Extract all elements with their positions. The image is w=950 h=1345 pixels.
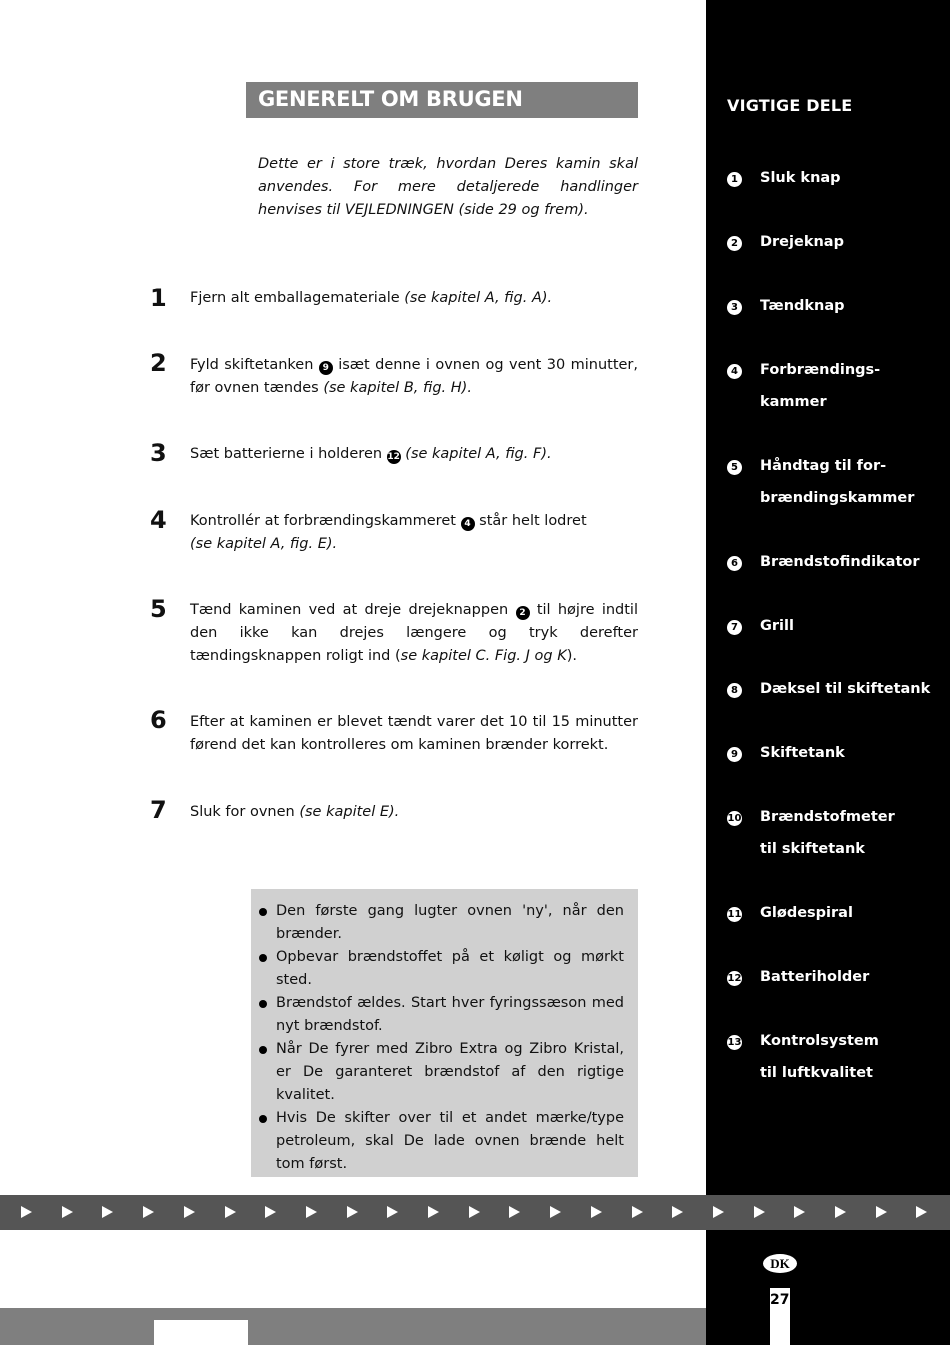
step-text: Fyld skiftetanken 9 isæt denne i ovnen og vent 30 minutter, før ovnen tændes (se kapitel B, fig. H). — [190, 357, 638, 396]
part-number: 7 — [727, 620, 742, 635]
part-label: Brændstofmeter til skiftetank — [760, 809, 895, 857]
arrow-icon — [672, 1206, 683, 1218]
part-label: Dæksel til skiftetank — [760, 681, 931, 697]
tips-box — [251, 889, 638, 1177]
part-number: 1 — [727, 172, 742, 187]
arrow-icon — [102, 1206, 113, 1218]
step-text: Sæt batterierne i holderen 12 (se kapitel A, fig. F). — [190, 446, 552, 462]
part-ref-badge: 2 — [516, 606, 530, 620]
arrow-icon — [509, 1206, 520, 1218]
step-number: 4 — [150, 506, 167, 534]
arrow-icon — [469, 1206, 480, 1218]
arrow-icon — [62, 1206, 73, 1218]
part-label: Tændknap — [760, 298, 845, 314]
part-label: Glødespiral — [760, 905, 853, 921]
arrow-icon — [225, 1206, 236, 1218]
part-number: 10 — [727, 813, 742, 824]
part-label: Brændstofindikator — [760, 554, 920, 570]
arrow-icon — [184, 1206, 195, 1218]
arrow-icon — [428, 1206, 439, 1218]
part-number: 13 — [727, 1037, 742, 1048]
arrow-icon — [387, 1206, 398, 1218]
step-number: 3 — [150, 439, 167, 467]
part-number: 11 — [727, 909, 742, 920]
part-label: Kontrolsystem til luftkvalitet — [760, 1033, 879, 1081]
page-title-bar — [246, 82, 638, 118]
part-label: Håndtag til for-brændingskammer — [760, 458, 915, 506]
tip-item: Den første gang lugter ovnen 'ny', når den brænder. — [259, 900, 624, 946]
arrow-icon — [21, 1206, 32, 1218]
step-text: Fjern alt emballagemateriale (se kapitel A, fig. A). — [190, 290, 553, 306]
bullet-icon — [259, 1000, 267, 1008]
arrow-icon — [632, 1206, 643, 1218]
arrow-icon — [713, 1206, 724, 1218]
part-number: 4 — [727, 364, 742, 379]
step-number: 5 — [150, 595, 167, 623]
step-text: Efter at kaminen er blevet tændt varer det 10 til 15 minutter førend det kan kontrolleres om kaminen brænder korrekt. — [190, 714, 638, 753]
tip-item: Opbevar brændstoffet på et køligt og mørkt sted. — [259, 946, 624, 992]
bullet-icon — [259, 1115, 267, 1123]
part-label: Grill — [760, 618, 794, 634]
step-text: Kontrollér at forbrændingskammeret 4 står helt lodret (se kapitel A, fig. E). — [190, 513, 587, 552]
part-ref-badge: 12 — [387, 452, 400, 462]
sidebar-title: VIGTIGE DELE — [727, 96, 853, 115]
arrow-icon — [143, 1206, 154, 1218]
arrow-band — [0, 1195, 950, 1230]
bullet-icon — [259, 908, 267, 916]
footer-bar — [0, 1308, 706, 1345]
arrow-icon — [835, 1206, 846, 1218]
tip-item: Hvis De skifter over til et andet mærke/type petroleum, skal De lade ovnen brænde helt tom først. — [259, 1107, 624, 1176]
arrow-icon — [591, 1206, 602, 1218]
part-label: Forbrændings-kammer — [760, 362, 881, 410]
part-number: 5 — [727, 460, 742, 475]
arrow-icon — [347, 1206, 358, 1218]
bullet-icon — [259, 954, 267, 962]
part-number: 12 — [727, 973, 742, 984]
part-ref-badge: 4 — [461, 517, 475, 531]
step-number: 2 — [150, 349, 167, 377]
step-number: 6 — [150, 706, 167, 734]
arrow-icon — [306, 1206, 317, 1218]
tip-item: Brændstof ældes. Start hver fyringssæson med nyt brændstof. — [259, 992, 624, 1038]
step-text: Sluk for ovnen (se kapitel E). — [190, 804, 400, 820]
step-text: Tænd kaminen ved at dreje drejeknappen 2 til højre indtil den ikke kan drejes længere og tryk derefter tændingsknappen roligt ind (se kapitel C. Fig. J og K). — [190, 602, 638, 664]
step-number: 1 — [150, 284, 167, 312]
part-number: 9 — [727, 747, 742, 762]
page-number: 27 — [770, 1292, 790, 1308]
arrow-icon — [550, 1206, 561, 1218]
part-number: 2 — [727, 236, 742, 251]
language-badge: DK — [763, 1254, 797, 1273]
part-number: 8 — [727, 683, 742, 698]
part-label: Batteriholder — [760, 969, 870, 985]
part-number: 3 — [727, 300, 742, 315]
arrow-icon — [876, 1206, 887, 1218]
part-ref-badge: 9 — [319, 361, 333, 375]
page-title: GENERELT OM BRUGEN — [258, 87, 523, 111]
part-label: Sluk knap — [760, 170, 841, 186]
step-number: 7 — [150, 796, 167, 824]
arrow-icon — [794, 1206, 805, 1218]
arrow-icon — [916, 1206, 927, 1218]
part-label: Skiftetank — [760, 745, 845, 761]
part-number: 6 — [727, 556, 742, 571]
arrow-icon — [265, 1206, 276, 1218]
bullet-icon — [259, 1046, 267, 1054]
footer-box — [154, 1320, 248, 1345]
arrow-icon — [754, 1206, 765, 1218]
tip-item: Når De fyrer med Zibro Extra og Zibro Kristal, er De garanteret brændstof af den rigtige kvalitet. — [259, 1038, 624, 1107]
intro-text: Dette er i store træk, hvordan Deres kamin skal anvendes. For mere detaljerede handlinger henvises til VEJLEDNINGEN (side 29 og frem). — [258, 156, 638, 218]
part-label: Drejeknap — [760, 234, 844, 250]
